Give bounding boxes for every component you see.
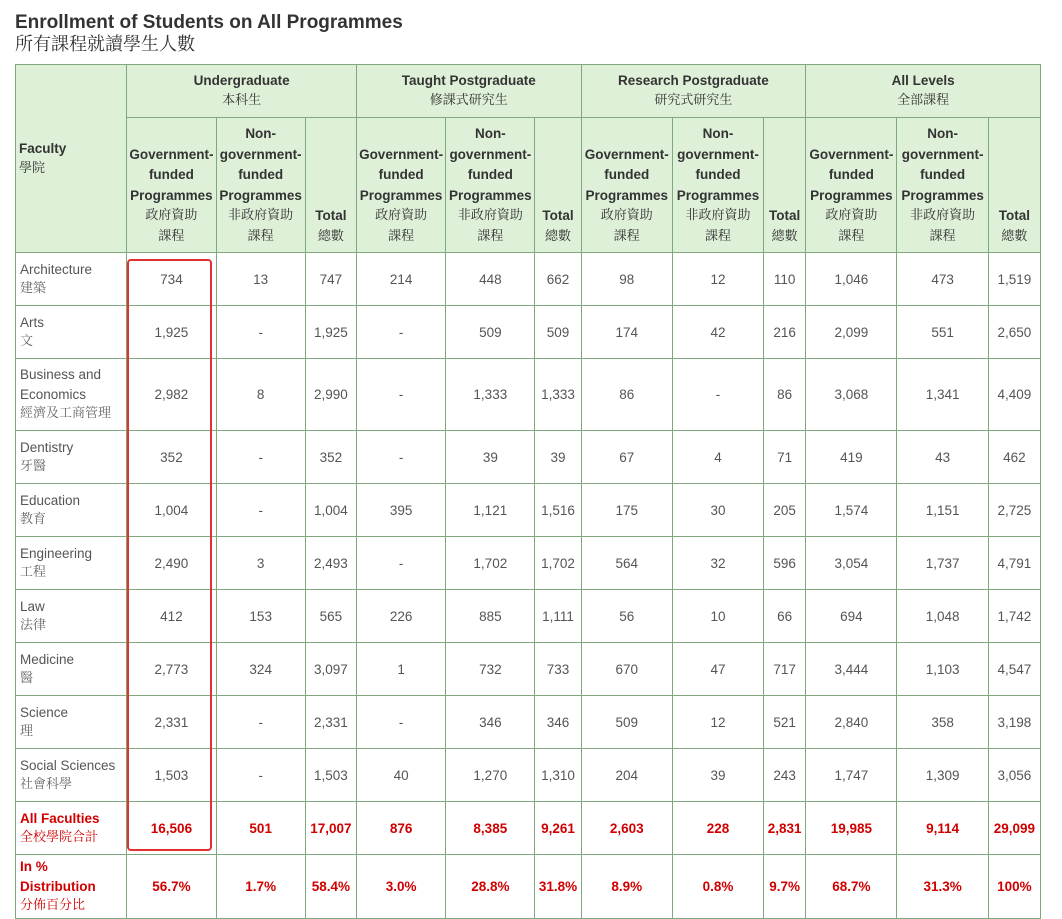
table-cell: 0.8%	[672, 855, 763, 919]
group-header-all-levels: All Levels 全部課程	[806, 65, 1041, 118]
table-cell: 2,331	[305, 696, 356, 749]
table-cell: 1,048	[897, 590, 988, 643]
table-cell: 86	[581, 359, 672, 431]
page-title: Enrollment of Students on All Programmes	[15, 12, 403, 33]
table-cell: 66	[764, 590, 806, 643]
table-cell: 68.7%	[806, 855, 897, 919]
table-cell: 2,099	[806, 306, 897, 359]
table-cell: 30	[672, 484, 763, 537]
table-cell: 98	[581, 253, 672, 306]
table-cell: 473	[897, 253, 988, 306]
table-cell: 39	[672, 749, 763, 802]
table-cell: 1,004	[127, 484, 216, 537]
table-cell: 358	[897, 696, 988, 749]
table-cell: 1,516	[535, 484, 581, 537]
faculty-name: Business and Economics 經濟及工商管理	[16, 359, 127, 431]
table-row	[16, 253, 1041, 306]
table-cell: 56	[581, 590, 672, 643]
faculty-name: Medicine 醫	[16, 643, 127, 696]
subheader-all-levels-gov: Government- funded Programmes 政府資助 課程	[806, 118, 897, 253]
table-row	[16, 696, 1041, 749]
table-cell: 228	[672, 802, 763, 855]
table-cell: 71	[764, 431, 806, 484]
table-cell: 3,068	[806, 359, 897, 431]
table-cell: 1,702	[446, 537, 535, 590]
table-cell: 734	[127, 253, 216, 306]
table-cell: 39	[446, 431, 535, 484]
table-cell: 509	[581, 696, 672, 749]
faculty-name: Law 法律	[16, 590, 127, 643]
faculty-name: Engineering 工程	[16, 537, 127, 590]
table-cell: 86	[764, 359, 806, 431]
faculty-name: Arts 文	[16, 306, 127, 359]
subheader-research-postgraduate-gov: Government- funded Programmes 政府資助 課程	[581, 118, 672, 253]
table-cell: 31.3%	[897, 855, 988, 919]
table-cell: 1,503	[127, 749, 216, 802]
table-cell: 175	[581, 484, 672, 537]
table-cell: 8	[216, 359, 305, 431]
table-cell: 1,503	[305, 749, 356, 802]
table-cell: 509	[446, 306, 535, 359]
table-cell: 2,831	[764, 802, 806, 855]
table-cell: 39	[535, 431, 581, 484]
table-cell: 662	[535, 253, 581, 306]
table-cell: 204	[581, 749, 672, 802]
table-cell: 205	[764, 484, 806, 537]
table-cell: 1,742	[988, 590, 1040, 643]
table-cell: 2,773	[127, 643, 216, 696]
table-cell: 3,198	[988, 696, 1040, 749]
table-cell: 243	[764, 749, 806, 802]
table-row	[16, 855, 1041, 919]
faculty-name: Social Sciences 社會科學	[16, 749, 127, 802]
table-cell: 1,270	[446, 749, 535, 802]
table-cell: 3.0%	[356, 855, 445, 919]
group-header-research-postgraduate: Research Postgraduate 研究式研究生	[581, 65, 806, 118]
table-cell: 216	[764, 306, 806, 359]
table-cell: -	[356, 537, 445, 590]
table-cell: 1,103	[897, 643, 988, 696]
table-cell: 1,151	[897, 484, 988, 537]
table-cell: 1,333	[446, 359, 535, 431]
faculty-name: Education 教育	[16, 484, 127, 537]
table-cell: 42	[672, 306, 763, 359]
table-cell: 3,056	[988, 749, 1040, 802]
table-cell: 395	[356, 484, 445, 537]
table-row	[16, 431, 1041, 484]
table-cell: 2,725	[988, 484, 1040, 537]
table-cell: 1,925	[127, 306, 216, 359]
table-cell: 2,490	[127, 537, 216, 590]
table-cell: -	[216, 431, 305, 484]
table-cell: 31.8%	[535, 855, 581, 919]
faculty-name: Science 理	[16, 696, 127, 749]
table-cell: 16,506	[127, 802, 216, 855]
table-cell: 501	[216, 802, 305, 855]
table-cell: 352	[305, 431, 356, 484]
table-cell: 8,385	[446, 802, 535, 855]
table-cell: 412	[127, 590, 216, 643]
table-cell: 324	[216, 643, 305, 696]
table-cell: 110	[764, 253, 806, 306]
table-cell: 352	[127, 431, 216, 484]
table-cell: 1,046	[806, 253, 897, 306]
table-cell: 346	[446, 696, 535, 749]
table-cell: 226	[356, 590, 445, 643]
table-cell: -	[356, 431, 445, 484]
table-cell: 40	[356, 749, 445, 802]
table-cell: 9.7%	[764, 855, 806, 919]
table-cell: 885	[446, 590, 535, 643]
table-cell: 1,341	[897, 359, 988, 431]
subheader-undergraduate-gov: Government- funded Programmes 政府資助 課程	[127, 118, 216, 253]
faculty-name: In % Distribution 分佈百分比	[16, 855, 127, 919]
table-cell: 13	[216, 253, 305, 306]
page-title-chinese: 所有課程就讀學生人數	[15, 34, 195, 55]
subheader-all-levels-nongov: Non- government- funded Programmes 非政府資助 課程	[897, 118, 988, 253]
table-cell: -	[216, 696, 305, 749]
table-row	[16, 802, 1041, 855]
table-cell: 12	[672, 696, 763, 749]
table-cell: 214	[356, 253, 445, 306]
table-cell: 1,519	[988, 253, 1040, 306]
table-cell: 19,985	[806, 802, 897, 855]
table-cell: 2,990	[305, 359, 356, 431]
table-cell: 670	[581, 643, 672, 696]
table-cell: 448	[446, 253, 535, 306]
table-cell: 596	[764, 537, 806, 590]
table-cell: 1,333	[535, 359, 581, 431]
table-cell: 3,097	[305, 643, 356, 696]
table-cell: 67	[581, 431, 672, 484]
table-cell: -	[216, 749, 305, 802]
table-cell: 717	[764, 643, 806, 696]
group-header-taught-postgraduate: Taught Postgraduate 修課式研究生	[356, 65, 581, 118]
faculty-header: Faculty 學院	[16, 65, 127, 253]
table-cell: 29,099	[988, 802, 1040, 855]
table-cell: -	[216, 306, 305, 359]
table-cell: 9,261	[535, 802, 581, 855]
table-cell: 100%	[988, 855, 1040, 919]
table-row	[16, 537, 1041, 590]
table-cell: 419	[806, 431, 897, 484]
table-cell: 17,007	[305, 802, 356, 855]
table-cell: 2,603	[581, 802, 672, 855]
table-cell: 2,982	[127, 359, 216, 431]
table-cell: -	[216, 484, 305, 537]
table-cell: -	[356, 306, 445, 359]
page-title-block	[15, 12, 403, 56]
table-cell: 1,310	[535, 749, 581, 802]
table-cell: 43	[897, 431, 988, 484]
table-cell: 4	[672, 431, 763, 484]
table-cell: 12	[672, 253, 763, 306]
table-cell: 1,004	[305, 484, 356, 537]
table-cell: 1,574	[806, 484, 897, 537]
table-cell: 1,111	[535, 590, 581, 643]
table-cell: 1,747	[806, 749, 897, 802]
table-cell: 2,493	[305, 537, 356, 590]
table-cell: 4,791	[988, 537, 1040, 590]
table-row	[16, 590, 1041, 643]
table-cell: 694	[806, 590, 897, 643]
table-cell: 47	[672, 643, 763, 696]
table-cell: 1,737	[897, 537, 988, 590]
table-cell: 462	[988, 431, 1040, 484]
table-cell: 9,114	[897, 802, 988, 855]
table-cell: 733	[535, 643, 581, 696]
subheader-all-levels-total: Total 總數	[988, 118, 1040, 253]
table-cell: 1,309	[897, 749, 988, 802]
table-cell: 56.7%	[127, 855, 216, 919]
table-cell: -	[356, 359, 445, 431]
table-cell: 10	[672, 590, 763, 643]
table-cell: 521	[764, 696, 806, 749]
faculty-name: Architecture 建築	[16, 253, 127, 306]
table-cell: 732	[446, 643, 535, 696]
subheader-research-postgraduate-total: Total 總數	[764, 118, 806, 253]
table-cell: 509	[535, 306, 581, 359]
subheader-taught-postgraduate-nongov: Non- government- funded Programmes 非政府資助 課程	[446, 118, 535, 253]
table-cell: 747	[305, 253, 356, 306]
table-cell: 1.7%	[216, 855, 305, 919]
subheader-taught-postgraduate-gov: Government- funded Programmes 政府資助 課程	[356, 118, 445, 253]
table-cell: 551	[897, 306, 988, 359]
faculty-name: Dentistry 牙醫	[16, 431, 127, 484]
table-cell: 346	[535, 696, 581, 749]
table-cell: 4,547	[988, 643, 1040, 696]
group-header-undergraduate: Undergraduate 本科生	[127, 65, 357, 118]
table-cell: 3,054	[806, 537, 897, 590]
table-cell: 1,925	[305, 306, 356, 359]
table-cell: 3,444	[806, 643, 897, 696]
subheader-taught-postgraduate-total: Total 總數	[535, 118, 581, 253]
table-cell: -	[672, 359, 763, 431]
table-cell: 2,650	[988, 306, 1040, 359]
table-cell: 1,702	[535, 537, 581, 590]
table-row	[16, 643, 1041, 696]
table-cell: 564	[581, 537, 672, 590]
table-row	[16, 306, 1041, 359]
table-cell: 1	[356, 643, 445, 696]
table-cell: 32	[672, 537, 763, 590]
table-cell: 2,331	[127, 696, 216, 749]
faculty-name: All Faculties 全校學院合計	[16, 802, 127, 855]
table-cell: 1,121	[446, 484, 535, 537]
enrollment-table	[15, 64, 1041, 919]
table-cell: 174	[581, 306, 672, 359]
table-cell: 876	[356, 802, 445, 855]
table-cell: 8.9%	[581, 855, 672, 919]
table-cell: 565	[305, 590, 356, 643]
table-cell: 4,409	[988, 359, 1040, 431]
table-cell: 3	[216, 537, 305, 590]
subheader-undergraduate-total: Total 總數	[305, 118, 356, 253]
table-cell: 153	[216, 590, 305, 643]
table-cell: -	[356, 696, 445, 749]
table-cell: 28.8%	[446, 855, 535, 919]
table-row	[16, 359, 1041, 431]
table-row	[16, 484, 1041, 537]
table-row	[16, 749, 1041, 802]
table-cell: 2,840	[806, 696, 897, 749]
subheader-research-postgraduate-nongov: Non- government- funded Programmes 非政府資助 課程	[672, 118, 763, 253]
table-cell: 58.4%	[305, 855, 356, 919]
subheader-undergraduate-nongov: Non- government- funded Programmes 非政府資助 課程	[216, 118, 305, 253]
